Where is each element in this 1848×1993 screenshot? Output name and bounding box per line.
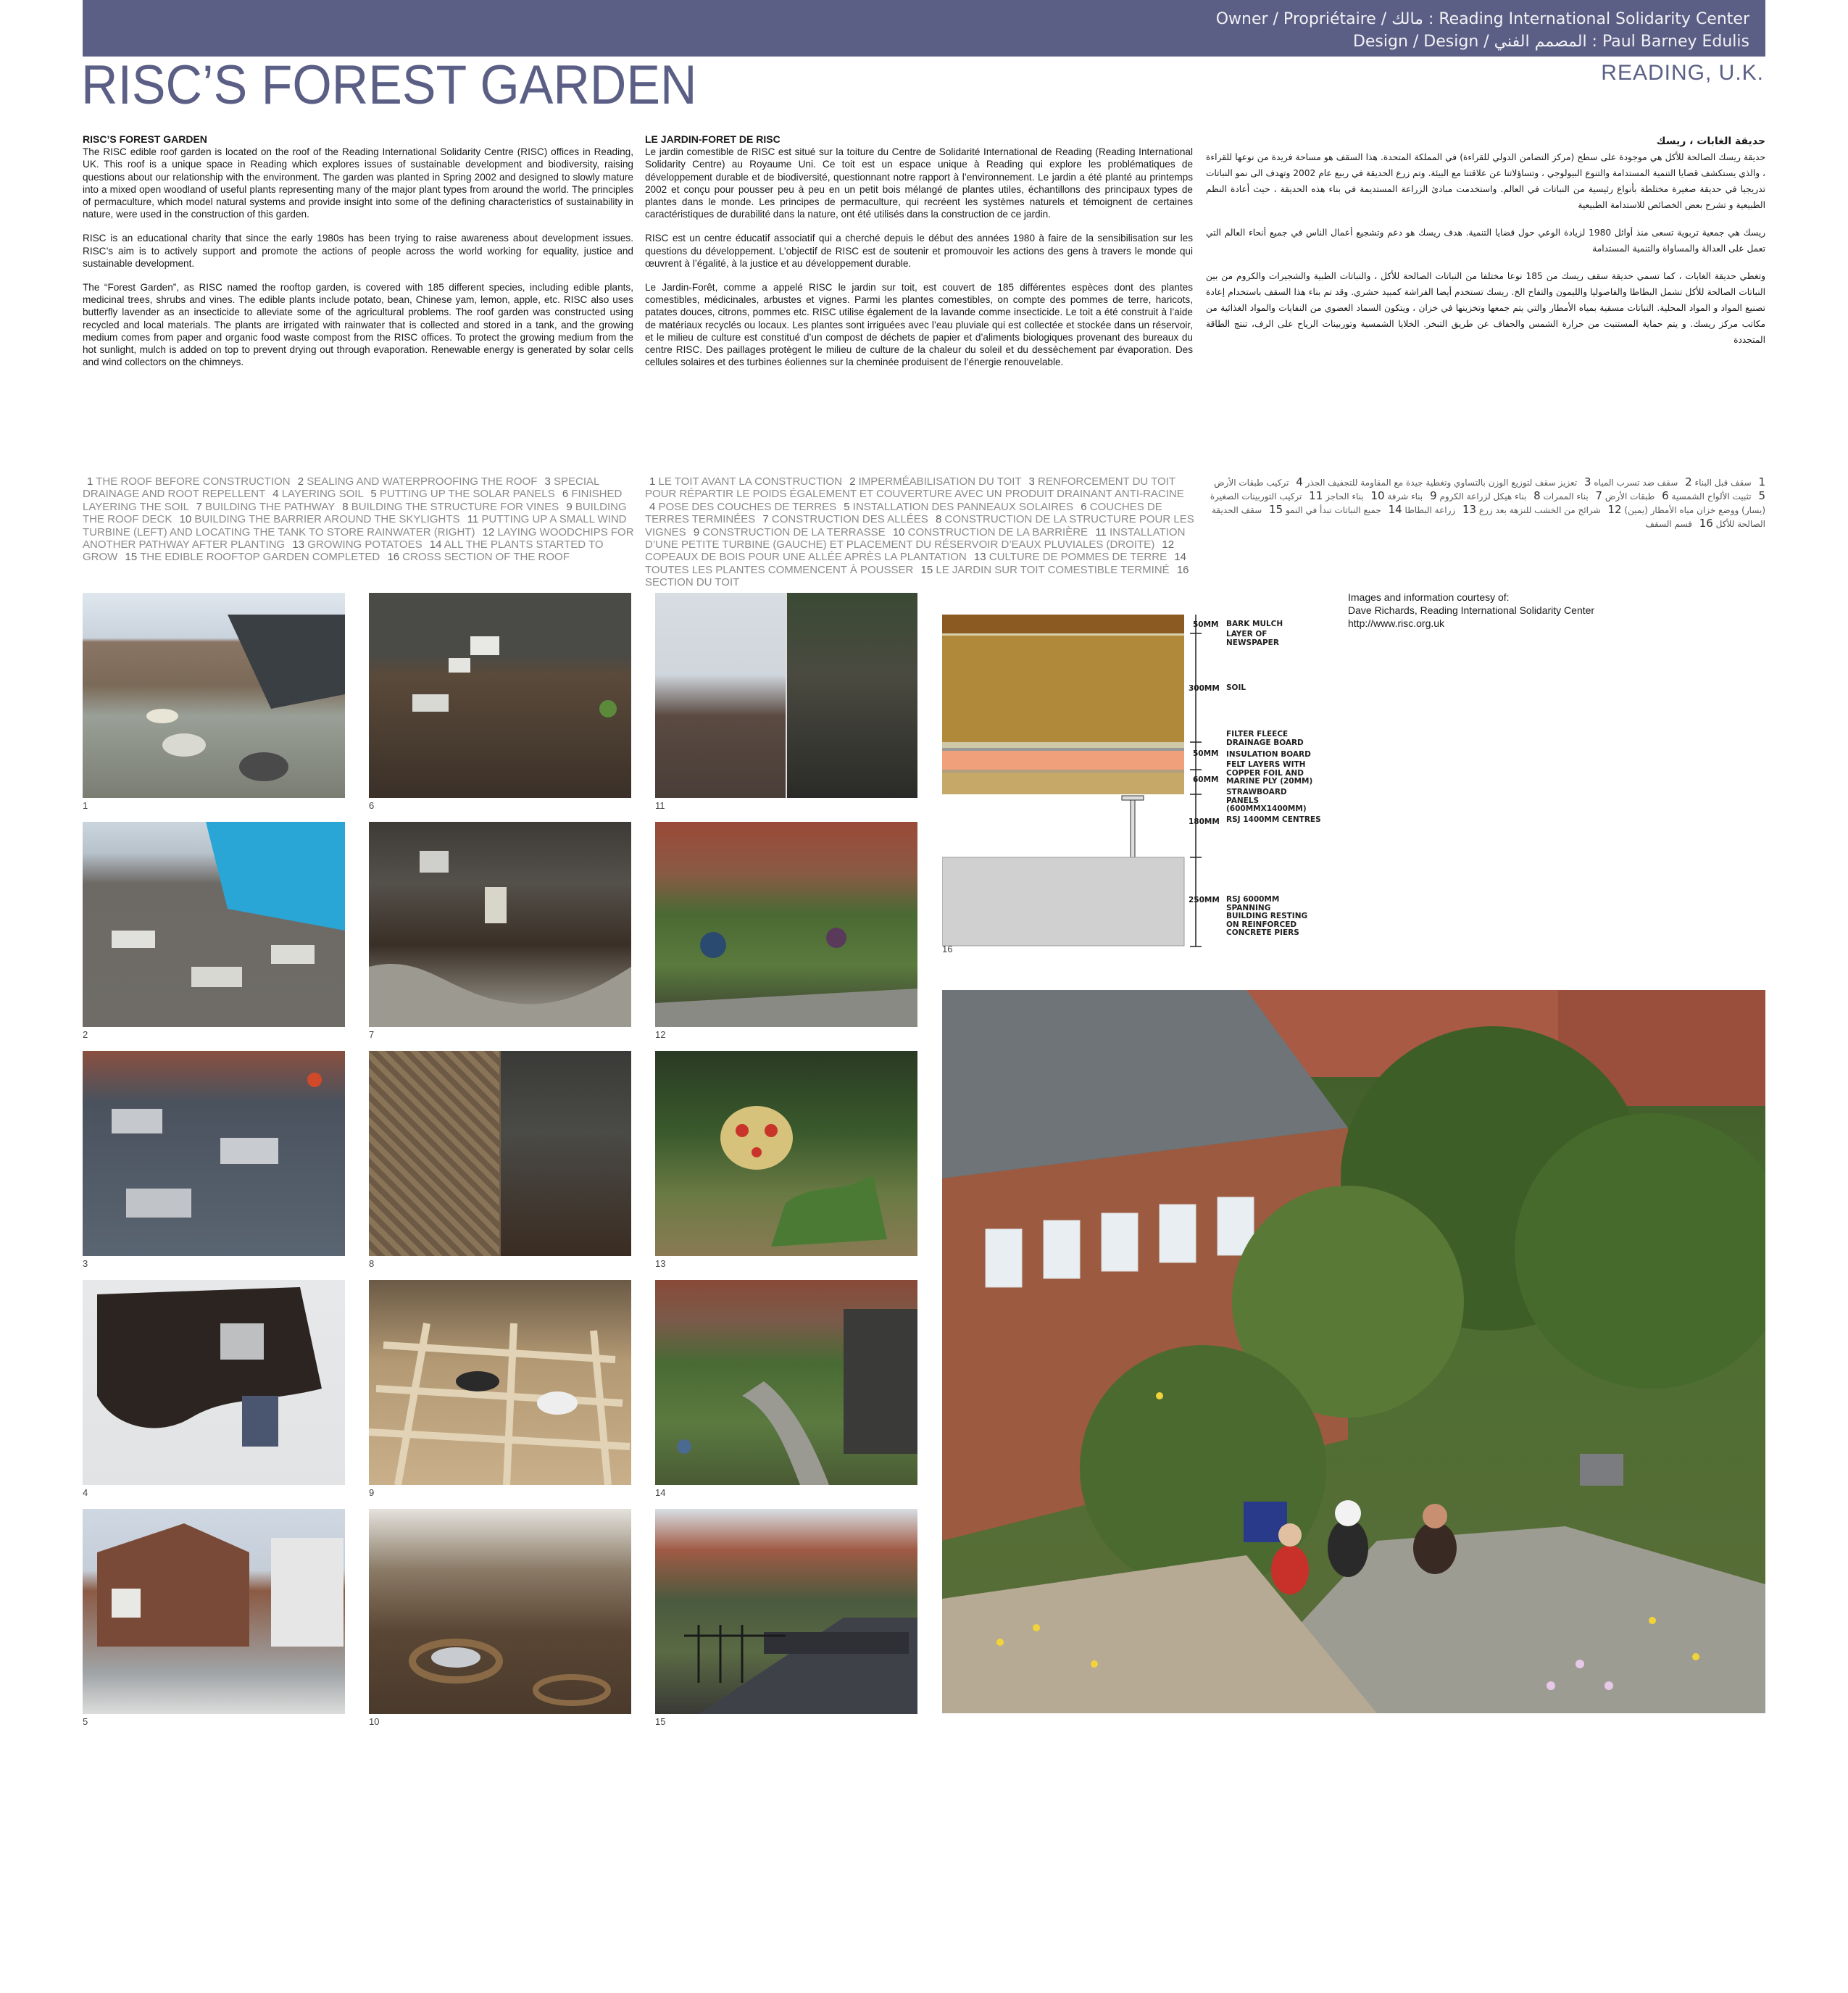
soil-layer — [942, 636, 1184, 742]
caption-item — [1385, 491, 1437, 502]
felt-layer — [942, 770, 1184, 773]
label-felt-layers: FELT LAYERS WITH COPPER FOIL AND MARINE PLY (20MM) — [1226, 760, 1313, 786]
english-paragraph-3: The “Forest Garden”, as RISC named the rooftop garden, is covered with 185 different species, including edible plants, medicinal trees, shrubs and vines. The edible plants include potato, bean, Chinese yam, lemon, apple, etc. RISC also uses butterfly lavender as an insecticide to alleviate some of the agricultural problems. The roof garden was constructed using recycled and local materials. The plants are irrigated with rainwater that is collected and stored in a tank, and the growing medium comes from paper and organic food waste compost from the RISC offices. To protect the growing medium from the hot sunlight, mulch is added on top to prevent drying out through evaporation. Renewable energy is generated by solar cells and wind collectors on the chimneys. — [83, 282, 633, 368]
arabic-text-column — [1206, 133, 1765, 359]
caption-item — [175, 513, 463, 525]
caption-text: BUILDING THE ROOF DECK — [83, 500, 627, 526]
caption-item — [1602, 491, 1669, 502]
photo-number-3: 3 — [83, 1258, 88, 1269]
photo-number-2: 2 — [83, 1029, 88, 1040]
caption-number: 7 — [1595, 489, 1603, 502]
photo-roof-before-construction — [83, 593, 345, 798]
arabic-heading: حديقة الغابات ، ريسك — [1656, 136, 1765, 147]
caption-text: بناء هيكل لزراعة الكروم — [1436, 491, 1530, 502]
photo-special-drainage — [83, 1051, 345, 1256]
caption-text: CULTURE DE POMMES DE TERRE — [986, 551, 1170, 564]
caption-text: TOUTES LES PLANTES COMMENCENT À POUSSER — [645, 563, 917, 576]
label-insulation-board: INSULATION BOARD — [1226, 750, 1311, 759]
photo-sealing-roof — [83, 822, 345, 1027]
french-heading: LE JARDIN-FORET DE RISC — [645, 133, 781, 145]
caption-text: طبقات الأرض — [1602, 491, 1658, 502]
caption-number: 3 — [544, 475, 551, 488]
english-paragraph-1: The RISC edible roof garden is located on the roof of the Reading International Solidarity Centre (RISC) offices in Reading, UK. This roof is a unique space in Reading which explores issues of sustainable development and biodiversity, raising questions about our relationship with the environment. The garden was planted in Spring 2002 and designed to slowly mature into a mixed open woodland of useful plants representing many of the major plant types from around the world. The principles of permaculture, which model natural systems and provide insight into some of the defining characteristics of sustainability in nature, were used in the construction of this garden. — [83, 146, 633, 220]
photo-pathway-illustration — [369, 822, 631, 1027]
caption-number: 1 — [1758, 475, 1765, 488]
photo-potatoes-illustration — [655, 1051, 917, 1256]
caption-item — [888, 526, 1091, 538]
caption-number: 14 — [429, 538, 442, 552]
garden-overview-illustration — [942, 990, 1765, 1713]
caption-item — [294, 475, 541, 488]
rsj-web — [1131, 800, 1135, 862]
caption-text: شرائح من الخشب للنزهة بعد زرع — [1476, 505, 1604, 515]
photo-woodchips-illustration — [655, 822, 917, 1027]
caption-number: 15 — [125, 551, 138, 564]
caption-text: سقف ضد تسرب المياه — [1591, 478, 1681, 488]
caption-text: COUCHES DE TERRES TERMINÉES — [645, 500, 1162, 526]
label-soil: SOIL — [1226, 683, 1246, 692]
photo-soil-illustration — [83, 1280, 345, 1485]
caption-number: 9 — [566, 500, 573, 513]
design-line: Design / Design / المصمم الفني : Paul Barney Edulis — [1352, 33, 1749, 51]
caption-text: IMPERMÉABILISATION DU TOIT — [855, 475, 1025, 488]
caption-text: BUILDING THE BARRIER AROUND THE SKYLIGHTS — [191, 513, 463, 526]
photo-number-8: 8 — [369, 1258, 375, 1269]
caption-number: 13 — [1462, 503, 1477, 516]
photo-barrier-illustration — [369, 1509, 631, 1714]
caption-text: GROWING POTATOES — [304, 538, 425, 552]
caption-number: 12 — [482, 525, 495, 538]
caption-text: تركيب طبقات الأرض — [1214, 478, 1292, 488]
photo-skylight-barrier — [369, 1509, 631, 1714]
caption-text: SPECIAL DRAINAGE AND ROOT REPELLENT — [83, 475, 599, 501]
caption-text: INSTALLATION DES PANNEAUX SOLAIRES — [849, 500, 1077, 513]
label-rsj-centres: RSJ 1400MM CENTRES — [1226, 815, 1321, 824]
insulation-layer — [942, 751, 1184, 770]
caption-item — [1283, 505, 1402, 515]
caption-item — [1691, 475, 1765, 488]
french-captions — [645, 475, 1196, 589]
caption-number: 12 — [1162, 538, 1175, 552]
caption-item — [1402, 505, 1476, 515]
caption-text: CONSTRUCTION DES ALLÉES — [768, 513, 931, 526]
photo-number-13: 13 — [655, 1258, 666, 1269]
caption-text: INSTALLATION D’UNE PETITE TURBINE (GAUCHE) ET PLACEMENT DU RÉSERVOIR D’EAUX PLUVIALES (DROITE) — [645, 525, 1186, 552]
photo-number-10: 10 — [369, 1716, 380, 1727]
label-newspaper: LAYER OF NEWSPAPER — [1226, 630, 1279, 647]
english-heading: RISC’S FOREST GARDEN — [83, 133, 207, 145]
caption-text: بناء الممرات — [1540, 491, 1591, 502]
caption-item — [689, 526, 888, 538]
caption-item — [917, 564, 1173, 576]
dim-soil: 300MM — [1189, 684, 1220, 693]
photo-solar-panels — [83, 1509, 345, 1714]
caption-number: 14 — [1388, 503, 1402, 516]
photo-finished-illustration — [369, 593, 631, 798]
caption-text: THE ROOF BEFORE CONSTRUCTION — [93, 475, 294, 488]
caption-number: 7 — [762, 513, 769, 526]
caption-item — [1437, 491, 1541, 502]
rsj-top-flange — [1122, 796, 1144, 800]
photo-garden-completed — [655, 1509, 917, 1714]
caption-text: تثبيت الألواح الشمسية — [1668, 491, 1755, 502]
caption-text: FINISHED LAYERING THE SOIL — [83, 488, 623, 513]
caption-text: سقف الحديقة الصالحة للأكل — [1211, 505, 1765, 529]
caption-text: بناء الحاجز — [1323, 491, 1367, 502]
caption-number: 5 — [1758, 489, 1765, 502]
caption-item — [1669, 491, 1765, 502]
english-captions — [83, 475, 641, 564]
photo-plants-growing — [655, 1280, 917, 1485]
caption-text: BUILDING THE PATHWAY — [201, 500, 338, 513]
caption-item — [366, 488, 557, 500]
caption-number: 4 — [272, 488, 279, 501]
caption-text: بناء شرفة — [1384, 491, 1426, 502]
photo-layering-soil — [83, 1280, 345, 1485]
caption-item — [121, 551, 383, 563]
newspaper-layer — [942, 633, 1184, 636]
label-drainage-board: DRAINAGE BOARD — [1226, 738, 1304, 747]
arabic-paragraph-1: حديقة ريسك الصالحة للأكل هي موجودة على سطح (مركز التضامن الدولي للقراءة) في المملكة المتحدة. هذا السقف هو مساحة فريدة من نوعها للقراءة ، والذي يستكشف قضايا التنمية المستدامة والتنوع البيولوجي ، وتساؤلاتنا عن علاقتنا مع البيئة. وتم زرع الحديقة في ربيع عام 2002 وتهدف الى نمو النباتات تدريجيا في حديقة صغيرة مختلطة بأنواع رئيسية من النباتات في العالم. واستخدمت مبادئ الزراعة المستديمة في بناء هذه الحديقة ، حيث أعادة النظم الطبيعية و تشرح بعض الخصائص للاستدامة الطبيعية — [1206, 152, 1765, 210]
drainage-board-layer — [942, 748, 1184, 751]
caption-number: 15 — [1269, 503, 1283, 516]
photo-number-15: 15 — [655, 1716, 666, 1727]
photo-growing-illustration — [655, 1280, 917, 1485]
caption-text: CONSTRUCTION DE LA STRUCTURE POUR LES VIGNES — [645, 513, 1194, 538]
caption-item — [192, 501, 338, 513]
caption-number: 1 — [649, 475, 656, 488]
image-credits — [1348, 591, 1594, 630]
location-label: READING, U.K. — [1601, 61, 1764, 85]
caption-number: 2 — [297, 475, 304, 488]
photo-number-5: 5 — [83, 1716, 88, 1727]
caption-item — [1476, 505, 1622, 515]
caption-number: 10 — [179, 513, 192, 526]
caption-number: 6 — [1662, 489, 1669, 502]
caption-item — [383, 551, 569, 563]
caption-item — [1214, 475, 1303, 488]
caption-text: CROSS SECTION OF THE ROOF — [399, 551, 570, 564]
caption-text: SEALING AND WATERPROOFING THE ROOF — [304, 475, 541, 488]
caption-item — [288, 538, 425, 551]
caption-text: LAYING WOODCHIPS FOR ANOTHER PATHWAY AFTER PLANTING — [83, 525, 634, 552]
french-paragraph-1: Le jardin comestible de RISC est situé sur la toiture du Centre de Solidarité International de Reading (Reading International Solidarity Centre) au Royaume Uni. Ce toit est un espace unique à Reading qui explore les problématiques de développement durable et de biodiversité, questionnant notre rapport à l’environnement. Le jardin a été planté au printemps 2002 et conçu pour pousser peu à peu en un petit bois mélangé de plantes utiles, échantillons des principaux types de plantes dans le monde. Les principes de permaculture, qui recréent les systèmes naturels et témoignent de certaines caractéristiques de durabilité dans la nature, ont été utilisés dans la construction de ce jardin. — [645, 146, 1193, 220]
caption-item — [1302, 475, 1591, 488]
caption-text: جميع النباتات تبدأ في النمو — [1283, 505, 1384, 515]
caption-text: زراعة البطاطا — [1402, 505, 1459, 515]
caption-item — [645, 501, 839, 513]
caption-text: SECTION DU TOIT — [645, 576, 740, 589]
photo-number-1: 1 — [83, 800, 88, 811]
caption-text: POSE DES COUCHES DE TERRES — [655, 500, 840, 513]
caption-item — [338, 501, 562, 513]
filter-fleece-layer — [942, 742, 1184, 748]
caption-item — [758, 513, 931, 525]
caption-item — [845, 475, 1024, 488]
photo-roof-deck — [369, 1280, 631, 1485]
caption-number: 5 — [844, 500, 850, 513]
label-strawboard: STRAWBOARD PANELS (600MMX1400MM) — [1226, 788, 1307, 813]
caption-item — [268, 488, 366, 500]
caption-number: 6 — [562, 488, 569, 501]
dim-bark: 50MM — [1193, 620, 1219, 629]
caption-item — [970, 551, 1170, 563]
photo-woodchips-pathway — [655, 822, 917, 1027]
caption-item — [1646, 519, 1713, 529]
label-bark-mulch: BARK MULCH — [1226, 620, 1283, 628]
photo-building-pathway — [369, 822, 631, 1027]
dim-strawboard: 60MM — [1193, 775, 1219, 784]
photo-completed-illustration — [655, 1509, 917, 1714]
arabic-paragraph-2: ريسك هي جمعية تربوية تسعى منذ أوائل 1980 لزيادة الوعي حول قضايا التنمية. هدف ريسك هو دعم وتشجيع أعمال الناس في جميع أنحاء العالم التي تعمل على العدالة والمساواة والتنمية المستدامة — [1206, 228, 1765, 254]
caption-number: 4 — [1296, 475, 1303, 488]
caption-text: RENFORCEMENT DU TOIT POUR RÉPARTIR LE POIDS ÉGALEMENT ET COUVERTURE AVEC UN PRODUIT DRAINANT ANTI-RACINE — [645, 475, 1184, 501]
caption-number: 11 — [1309, 489, 1323, 502]
roof-cross-section — [942, 615, 1348, 948]
caption-text: CONSTRUCTION DE LA TERRASSE — [699, 525, 888, 538]
photo-number-9: 9 — [369, 1487, 375, 1498]
caption-number: 14 — [1174, 551, 1186, 564]
label-rsj-spanning: RSJ 6000MM SPANNING BUILDING RESTING ON REINFORCED CONCRETE PIERS — [1226, 895, 1308, 937]
label-filter-fleece: FILTER FLEECE — [1226, 730, 1289, 738]
caption-text: LAYERING SOIL — [278, 488, 367, 501]
photo-number-6: 6 — [369, 800, 375, 811]
photo-roof-illustration — [83, 593, 345, 798]
credits-line-1: Images and information courtesy of: — [1348, 591, 1510, 603]
strawboard-layer — [942, 773, 1184, 794]
french-paragraph-2: RISC est un centre éducatif associatif qui a cherché depuis le début des années 1980 à faire de la sensibilisation sur les questions du développement. L’objectif de RISC est de soutenir et promouvoir les actions des gens à travers le monde qui œuvrent à l’égalité, à la justice et au développement durable. — [645, 233, 1193, 269]
dim-concrete: 250MM — [1189, 896, 1220, 904]
caption-text: تركيب التوربينات الصغيرة (يسار) ووضع خزان مياه الأمطار (يمين) — [1210, 491, 1765, 515]
caption-number: 4 — [649, 500, 656, 513]
caption-number: 10 — [1370, 489, 1385, 502]
english-text-column — [83, 133, 633, 380]
caption-text: ALL THE PLANTS STARTED TO GROW — [83, 538, 604, 564]
page-title: RISC’S FOREST GARDEN — [81, 54, 697, 116]
arabic-paragraph-3: وتغطي حديقة الغابات ، كما تسمي حديقة سقف ريسك من 185 نوعا مختلفا من النباتات الصالحة للأكل ، والنباتات الطبية والشجيرات والكروم من بين النباتات الصالحة للأكل تشمل البطاطا والفاصوليا والليمون والتفاح الخ. ريسك تستخدم أيضا الفراشة كمبيد حشري. وقد تم بناء هذا السقف باستخدام إعادة تصنيع المواد و المواد المحلية. النباتات مسقية بمياه الأمطار والتي يتم جمعها وتخزينها في خزان ، ويتكون السماد العضوي من النفايات والمواد الغذائية من مكاتب مركز ريسك. و يتم حماية المستنبت من حرارة الشمس والجفاف عن طريق التبخر. الخلايا الشمسية وتوربينات الرياح على الرف، تنتج الطاقة المتجددة — [1206, 271, 1765, 345]
photo-vine-structure — [369, 1051, 631, 1256]
photo-garden-overview — [942, 990, 1765, 1713]
caption-number: 16 — [387, 551, 400, 564]
photo-number-4: 4 — [83, 1487, 88, 1498]
caption-number: 15 — [920, 563, 933, 576]
caption-item — [1323, 491, 1384, 502]
caption-number: 2 — [849, 475, 856, 488]
dim-insulation: 50MM — [1193, 749, 1219, 758]
bark-mulch-layer — [942, 615, 1184, 633]
caption-number: 7 — [196, 500, 202, 513]
caption-number: 11 — [1095, 525, 1107, 538]
photo-growing-potatoes — [655, 1051, 917, 1256]
caption-text: PUTTING UP THE SOLAR PANELS — [376, 488, 558, 501]
credits-line-3: http://www.risc.org.uk — [1348, 617, 1445, 629]
caption-text: سقف قبل البناء — [1691, 478, 1755, 488]
caption-text: PUTTING UP A SMALL WIND TURBINE (LEFT) AND LOCATING THE TANK TO STORE RAINWATER (RIGHT) — [83, 513, 627, 538]
caption-number: 13 — [292, 538, 305, 552]
caption-number: 3 — [1584, 475, 1591, 488]
photo-wind-turbine-tank — [655, 593, 917, 798]
photo-sealing-illustration — [83, 822, 345, 1027]
english-paragraph-2: RISC is an educational charity that since the early 1980s has been trying to raise awareness about development issues. RISC’s aim is to actively support and promote the actions of people across the world working for equality, justice and sustainable development. — [83, 233, 633, 269]
french-text-column — [645, 133, 1193, 380]
arabic-captions — [1206, 475, 1765, 531]
caption-number: 8 — [935, 513, 942, 526]
caption-number: 10 — [892, 525, 905, 538]
photo-number-7: 7 — [369, 1029, 375, 1040]
caption-text: LE JARDIN SUR TOIT COMESTIBLE TERMINÉ — [933, 563, 1173, 576]
caption-number: 8 — [1533, 489, 1541, 502]
caption-number: 16 — [1699, 517, 1713, 530]
caption-text: قسم السقف — [1645, 519, 1695, 529]
caption-number: 16 — [1176, 563, 1189, 576]
caption-item — [645, 475, 845, 488]
concrete-rsj-block — [942, 857, 1184, 946]
caption-item — [1591, 475, 1692, 488]
caption-text: CONSTRUCTION DE LA BARRIÈRE — [904, 525, 1091, 538]
header-bar — [83, 0, 1765, 57]
caption-text: COPEAUX DE BOIS POUR UNE ALLÉE APRÈS LA PLANTATION — [645, 551, 970, 564]
credits-line-2: Dave Richards, Reading International Solidarity Center — [1348, 604, 1595, 616]
caption-text: LE TOIT AVANT LA CONSTRUCTION — [655, 475, 846, 488]
caption-text: تعزيز سقف لتوزيع الوزن بالتساوي وتغطية جيدة مع المقاومة للتجفيف الجذر — [1302, 478, 1581, 488]
caption-number: 11 — [467, 513, 479, 526]
caption-number: 2 — [1685, 475, 1692, 488]
caption-item — [1541, 491, 1602, 502]
photo-finished-layering — [369, 593, 631, 798]
caption-number: 12 — [1607, 503, 1622, 516]
caption-number: 9 — [1430, 489, 1437, 502]
caption-text: THE EDIBLE ROOFTOP GARDEN COMPLETED — [137, 551, 383, 564]
caption-number: 6 — [1081, 500, 1087, 513]
photo-number-14: 14 — [655, 1487, 666, 1498]
caption-number: 9 — [693, 525, 700, 538]
caption-item — [839, 501, 1076, 513]
caption-number: 13 — [973, 551, 986, 564]
caption-number: 5 — [370, 488, 377, 501]
caption-item — [83, 475, 294, 488]
photo-deck-illustration — [369, 1280, 631, 1485]
photo-solar-illustration — [83, 1509, 345, 1714]
caption-number: 3 — [1028, 475, 1035, 488]
caption-number: 8 — [342, 500, 349, 513]
photo-number-12: 12 — [655, 1029, 666, 1040]
owner-line: Owner / Propriétaire / مالك : Reading International Solidarity Center — [1215, 10, 1749, 28]
photo-drainage-illustration — [83, 1051, 345, 1256]
dim-rsj: 180MM — [1189, 817, 1220, 826]
french-paragraph-3: Le Jardin-Forêt, comme a appelé RISC le jardin sur toit, est couvert de 185 différentes espèces dont des plantes comestibles, médicinales, arbustes et vignes. Parmi les plantes comestibles, on compte des pommes de terre, haricots, patates douces, citrons, pommes etc. RISC utilise également de la lavande comme insecticide. Le toit a été construit à l’aide de matériaux recyclés ou locaux. Les plantes sont irriguées avec l’eau pluviale qui est collectée et stockée dans un réservoir, et le milieu de culture est constitué d’un compost de déchets de papier et d’aliments biologiques provenant des bureaux du centre RISC. Des paillages protègent le milieu de culture de la chaleur du soleil et du dessèchement par évaporation. Des cellules solaires et des turbines éoliennes sur la cheminée produisent de l’énergie renouvelable. — [645, 282, 1193, 368]
caption-text: BUILDING THE STRUCTURE FOR VINES — [348, 500, 562, 513]
photo-number-11: 11 — [655, 800, 665, 811]
photo-number-16: 16 — [942, 944, 953, 954]
caption-number: 1 — [87, 475, 93, 488]
